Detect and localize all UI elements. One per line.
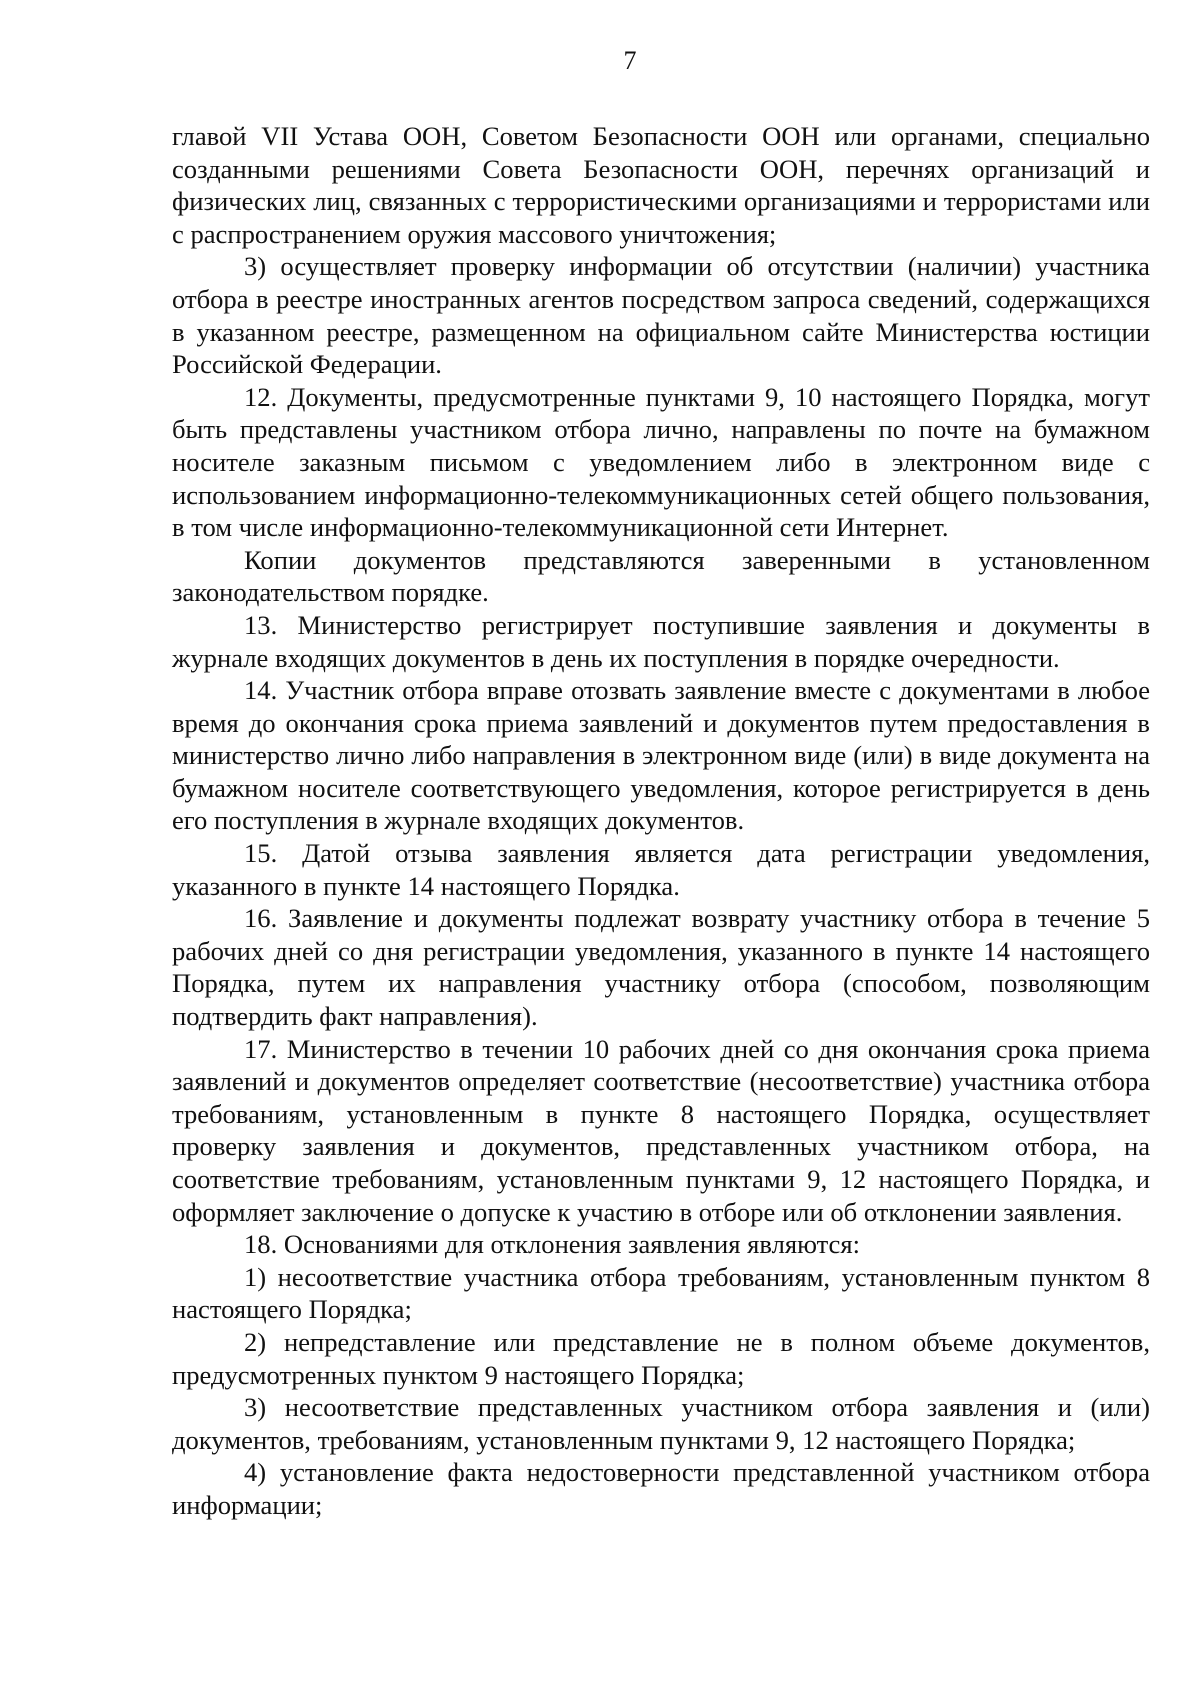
list-item-2: 2) непредставление или представление не в полном объеме документов, предусмотренных пунктом 9 настоящего Порядка; [172, 1326, 1150, 1390]
paragraph-continuation: главой VII Устава ООН, Советом Безопасности ООН или органами, специально созданными решениями Совета Безопасности ООН, перечнях организаций и физических лиц, связанных с террористическими организациями и террористами или с распространением оружия массового уничтожения; [172, 121, 1150, 249]
paragraph-13-registration: 13. Министерство регистрирует поступившие заявления и документы в журнале входящих документов в день их поступления в порядке очередности. [172, 609, 1150, 673]
paragraph-12-document-submission: 12. Документы, предусмотренные пунктами 9, 10 настоящего Порядка, могут быть представлены участником отбора лично, направлены по почте на бумажном носителе заказным письмом с уведомлением либо в электронном виде с использованием информационно-телекоммуникационных сетей общего пользования, в том числе информационно-телекоммуникационной сети Интернет. [172, 381, 1150, 543]
paragraph-18-rejection-grounds: 18. Основаниями для отклонения заявления являются: [244, 1229, 860, 1260]
paragraph-document-copies: Копии документов представляются заверенными в установленном законодательством порядке. [172, 544, 1150, 608]
page-number: 7 [623, 46, 637, 75]
paragraph-item-3-registry-check: 3) осуществляет проверку информации об отсутствии (наличии) участника отбора в реестре иностранных агентов посредством запроса сведений, содержащихся в указанном реестре, размещенном на официальном сайте Министерства юстиции Российской Федерации. [172, 251, 1150, 380]
paragraph-16-return: 16. Заявление и документы подлежат возврату участнику отбора в течение 5 рабочих дней со дня регистрации уведомления, указанного в пункте 14 настоящего Порядка, путем их направления участнику отбора (способом, позволяющим подтвердить факт направления). [172, 903, 1150, 1032]
list-item-4: 4) установление факта недостоверности представленной участником отбора информации; [172, 1457, 1150, 1520]
document-body [172, 120, 1150, 1522]
list-item-3: 3) несоответствие представленных участником отбора заявления и (или) документов, требованиям, установленным пунктами 9, 12 настоящего Порядка; [172, 1392, 1150, 1455]
paragraph-17-review: 17. Министерство в течении 10 рабочих дней со дня окончания срока приема заявлений и документов определяет соответствие (несоответствие) участника отбора требованиям, установленным в пункте 8 настоящего Порядка, осуществляет проверку заявления и документов, представленных участником отбора, на соответствие требованиям, установленным пунктами 9, 12 настоящего Порядка, и оформляет заключение о допуске к участию в отборе или об отклонении заявления. [172, 1033, 1150, 1227]
paragraph-15-withdrawal-date: 15. Датой отзыва заявления является дата регистрации уведомления, указанного в пункте 14 настоящего Порядка. [172, 838, 1150, 901]
list-item-1: 1) несоответствие участника отбора требованиям, установленным пунктом 8 настоящего Порядка; [172, 1261, 1150, 1325]
paragraph-14-withdrawal: 14. Участник отбора вправе отозвать заявление вместе с документами в любое время до окончания срока приема заявлений и документов путем предоставления в министерство лично либо направления в электронном виде (или) в виде документа на бумажном носителе соответствующего уведомления, которое регистрируется в день его поступления в журнале входящих документов. [172, 675, 1150, 836]
